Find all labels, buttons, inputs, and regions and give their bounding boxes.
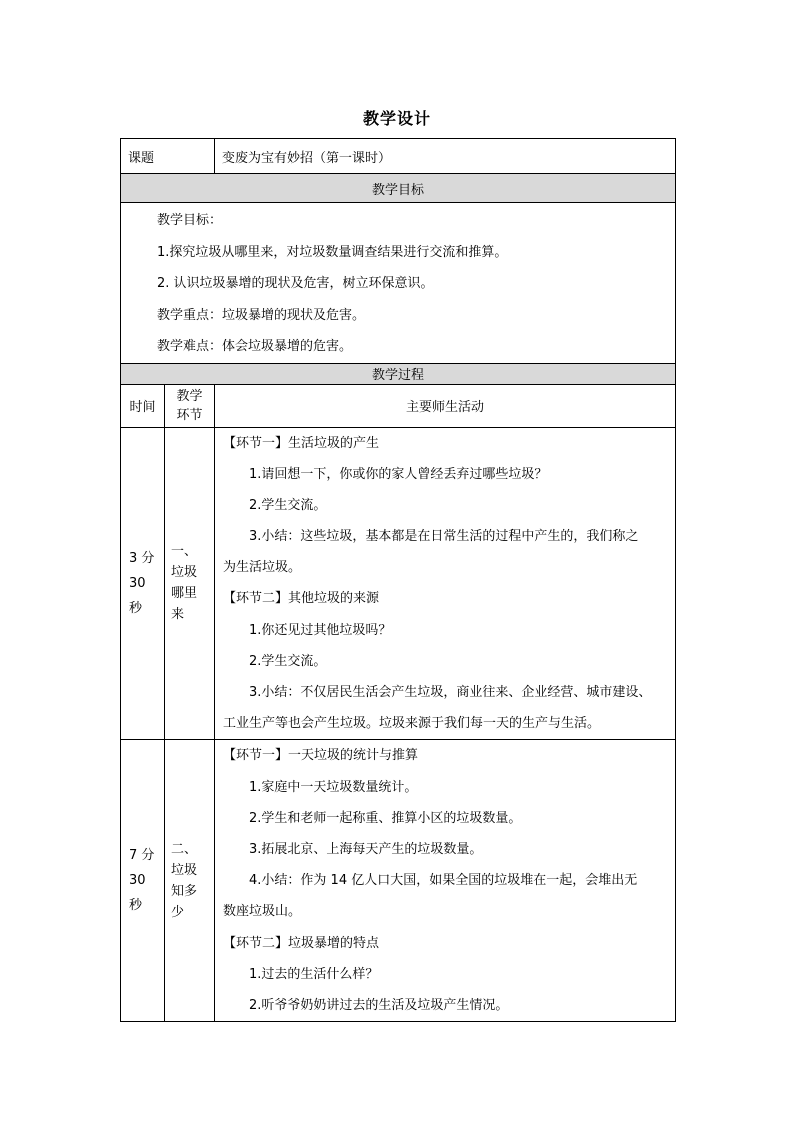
goals-line: 1.探究垃圾从哪里来，对垃圾数量调查结果进行交流和推算。 bbox=[157, 244, 508, 260]
activity-line: 1.过去的生活什么样？ bbox=[249, 966, 379, 982]
activity-line: 【环节一】生活垃圾的产生 bbox=[223, 435, 380, 451]
time-line: 30 bbox=[129, 575, 146, 591]
goals-line: 2. 认识垃圾暴增的现状及危害，树立环保意识。 bbox=[157, 276, 434, 291]
document-title: 教学设计 bbox=[362, 109, 431, 128]
activity-line: 【环节一】一天垃圾的统计与推算 bbox=[223, 748, 419, 764]
stage-cell bbox=[165, 740, 215, 1022]
activity-line: 2.学生和老师一起称重、推算小区的垃圾数量。 bbox=[249, 810, 522, 826]
course-value: 变废为宝有妙招（第一课时） bbox=[215, 139, 676, 174]
column-header-stage bbox=[165, 384, 215, 427]
time-line: 秒 bbox=[129, 600, 143, 616]
stage-line: 垃圾 bbox=[171, 565, 198, 581]
goals-header-row bbox=[121, 174, 676, 203]
activity-line: 3.小结：这些垃圾，基本都是在日常生活的过程中产生的，我们称之 bbox=[249, 529, 639, 545]
lesson-plan-table bbox=[120, 138, 676, 1022]
course-label: 课题 bbox=[121, 139, 215, 174]
stage-cell bbox=[165, 427, 215, 740]
stage-line: 哪里 bbox=[171, 586, 198, 602]
goals-line: 教学目标： bbox=[157, 213, 223, 228]
column-header-activity: 主要师生活动 bbox=[215, 384, 676, 427]
activity-line: 为生活垃圾。 bbox=[223, 560, 302, 576]
time-line: 3 分 bbox=[129, 550, 155, 566]
process-row-2 bbox=[121, 740, 676, 1022]
stage-line: 二、 bbox=[171, 841, 198, 857]
activity-line: 数座垃圾山。 bbox=[223, 904, 302, 920]
stage-line: 一、 bbox=[171, 544, 198, 560]
column-header-row bbox=[121, 384, 676, 427]
activity-line: 3.拓展北京、上海每天产生的垃圾数量。 bbox=[249, 841, 483, 857]
process-row-1 bbox=[121, 427, 676, 740]
process-header-row bbox=[121, 363, 676, 384]
activity-line: 【环节二】垃圾暴增的特点 bbox=[223, 935, 380, 951]
course-row bbox=[121, 139, 676, 174]
process-section-header: 教学过程 bbox=[121, 363, 676, 384]
difficulty-line: 教学难点：体会垃圾暴增的危害。 bbox=[157, 339, 353, 354]
key-point-line: 教学重点：垃圾暴增的现状及危害。 bbox=[157, 307, 366, 323]
stage-line: 知多 bbox=[171, 883, 198, 899]
activity-line: 1.请回想一下，你或你的家人曾经丢弃过哪些垃圾？ bbox=[249, 466, 548, 482]
activity-line: 工业生产等也会产生垃圾。垃圾来源于我们每一天的生产与生活。 bbox=[223, 716, 601, 732]
stage-header-text: 教学环节 bbox=[176, 388, 203, 423]
column-header-time: 时间 bbox=[121, 384, 165, 427]
activity-line: 4.小结：作为 14 亿人口大国，如果全国的垃圾堆在一起，会堆出无 bbox=[249, 873, 638, 889]
stage-line: 来 bbox=[171, 607, 185, 623]
goals-section-header: 教学目标 bbox=[121, 174, 676, 203]
activity-cell bbox=[215, 427, 676, 740]
goals-content bbox=[121, 203, 676, 364]
activity-line: 1.你还见过其他垃圾吗？ bbox=[249, 622, 392, 638]
activity-line: 2.听爷爷奶奶讲过去的生活及垃圾产生情况。 bbox=[249, 997, 509, 1013]
activity-line: 【环节二】其他垃圾的来源 bbox=[223, 591, 380, 607]
activity-line: 2.学生交流。 bbox=[249, 497, 327, 513]
activity-cell bbox=[215, 740, 676, 1022]
stage-line: 垃圾 bbox=[171, 862, 198, 878]
stage-line: 少 bbox=[171, 904, 185, 920]
time-cell bbox=[121, 427, 165, 740]
activity-line: 2.学生交流。 bbox=[249, 653, 327, 669]
goals-row bbox=[121, 203, 676, 364]
time-line: 秒 bbox=[129, 898, 143, 914]
activity-line: 3.小结：不仅居民生活会产生垃圾，商业往来、企业经营、城市建设、 bbox=[249, 685, 652, 700]
time-line: 30 bbox=[129, 873, 146, 889]
activity-line: 1.家庭中一天垃圾数量统计。 bbox=[249, 779, 418, 795]
time-cell bbox=[121, 740, 165, 1022]
time-line: 7 分 bbox=[129, 848, 155, 864]
